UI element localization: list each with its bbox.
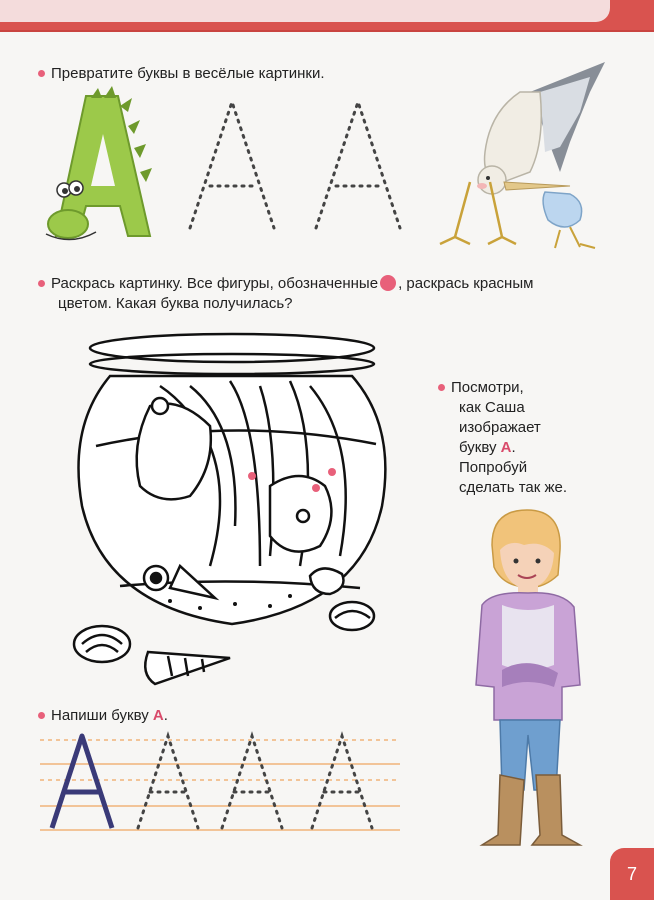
crocodile-letter-a-illustration [36, 86, 176, 251]
task-1-instruction: Превратите буквы в весёлые картинки. [38, 64, 325, 84]
task-2-instruction: Раскрась картинку. Все фигуры, обозначенные , раскрась красным [38, 274, 533, 294]
handwriting-practice-lines [40, 730, 400, 840]
red-dot-marker-icon [380, 275, 396, 291]
bullet-icon [38, 712, 45, 719]
dotted-letter-a-trace-2 [308, 96, 408, 236]
bullet-icon [438, 384, 445, 391]
stork-letter-a-illustration [430, 52, 610, 257]
task-3-instruction: Посмотри, как Саша изображает букву А. Попробуй сделать так же. [438, 378, 567, 498]
fish-bowl-coloring-illustration [60, 326, 420, 696]
top-banner-pale [0, 0, 610, 22]
dotted-letter-a-trace-1 [182, 96, 282, 236]
bullet-icon [38, 70, 45, 77]
top-banner [0, 0, 654, 32]
bullet-icon [38, 280, 45, 287]
task-2-instruction-line2: цветом. Какая буква получилась? [58, 295, 293, 312]
boy-sasha-illustration [462, 505, 602, 850]
page-number: 7 [610, 848, 654, 900]
task-4-instruction: Напиши букву А. [38, 706, 168, 726]
